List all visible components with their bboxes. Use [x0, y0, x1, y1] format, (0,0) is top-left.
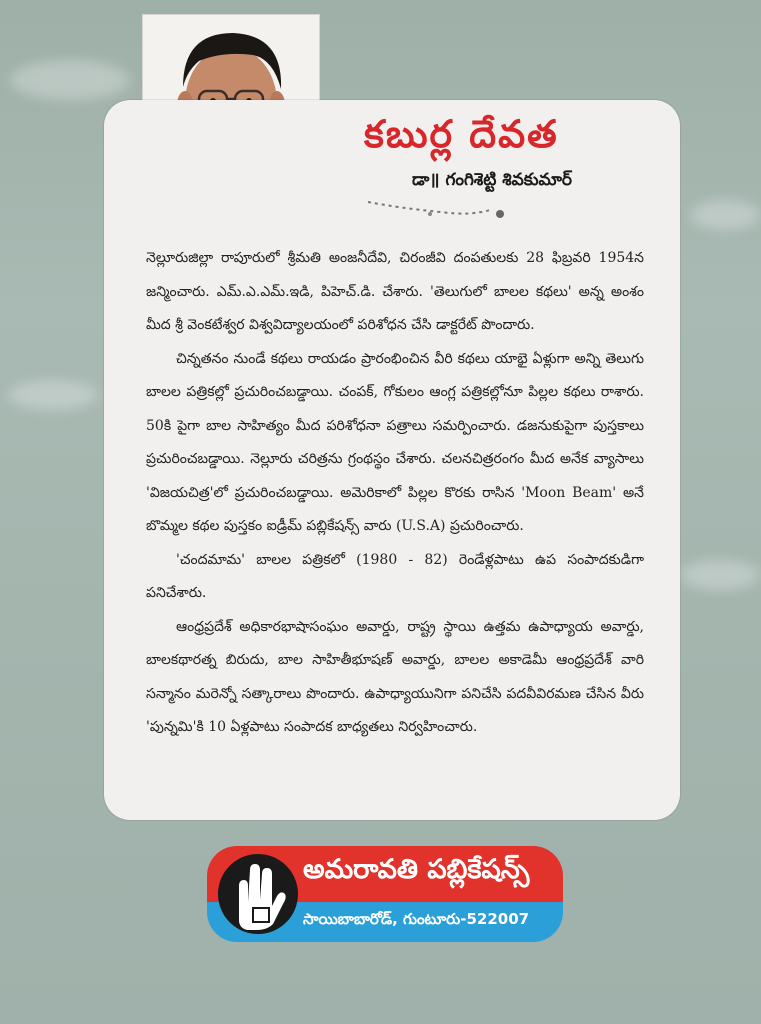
bio-paragraph: నెల్లూరుజిల్లా రాపూరులో శ్రీమతి అంజనీదేవి, చిరంజీవి దంపతులకు 28 ఫిబ్రవరి 1954న జన్మించారు. ఎమ్.ఎ.ఎమ్.ఇడి, పిహెచ్.డి. చేశారు. 'తెలుగులో బాలల కథలు' అన్న అంశం మీద శ్రీ వెంకటేశ్వర విశ్వవిద్యాలయంలో పరిశోధన చేసి డాక్టరేట్ పొందారు.	[146, 250, 644, 333]
background-cloud	[8, 380, 98, 410]
background-cloud	[690, 200, 760, 230]
background-cloud	[10, 60, 130, 100]
bio-paragraph: ఆంధ్రప్రదేశ్ అధికారభాషాసంఘం అవార్డు, రాష్ట్ర స్థాయి ఉత్తమ ఉపాధ్యాయ అవార్డు, బాలకథారత్న బిరుదు, బాల సాహితీభూషణ్ అవార్డు, బాలల అకాడెమీ ఆంధ్రప్రదేశ్ వారి సన్మానం మరెన్నో సత్కారాలు పొందారు. ఉపాధ్యాయునిగా పనిచేసి పదవీవిరమణ చేసిన వీరు 'పున్నమి'కి 10 ఏళ్లపాటు సంపాదక బాధ్యతలు నిర్వహించారు.	[146, 618, 644, 735]
author-biography	[146, 242, 644, 745]
hand-emblem-icon	[217, 850, 299, 938]
publisher-logo	[207, 846, 563, 942]
bio-paragraph: చిన్నతనం నుండే కథలు రాయడం ప్రారంభించిన వీరి కథలు యాభై ఏళ్లుగా అన్ని తెలుగు బాలల పత్రికల్లో ప్రచురించబడ్డాయి. చంపక్, గోకులం ఆంగ్ల పత్రికల్లోనూ పిల్లల కథలు రాశారు. 50కి పైగా బాల సాహిత్యం మీద పరిశోధనా పత్రాలు సమర్పించారు. డజనుకుపైగా పుస్తకాలు ప్రచురించబడ్డాయి. నెల్లూరు చరిత్రను గ్రంథస్థం చేశారు. చలనచిత్రరంగం మీద అనేక వ్యాసాలు 'విజయచిత్ర'లో ప్రచురించబడ్డాయి. అమెరికాలో పిల్లల కొరకు రాసిన 'Moon Beam' అనే బొమ్మల కథల పుస్తకం ఐడ్రీమ్ పబ్లికేషన్స్ వారు (U.S.A) ప్రచురించారు.	[146, 350, 644, 534]
publisher-name: అమరావతి పబ్లికేషన్స్	[303, 854, 530, 885]
background-cloud	[680, 560, 760, 590]
decorative-smudge	[360, 192, 520, 226]
bio-paragraph: 'చందమామ' బాలల పత్రికలో (1980 - 82) రెండేళ్లపాటు ఉప సంపాదకుడిగా పనిచేశారు.	[146, 551, 644, 601]
publisher-address: సాయిబాబారోడ్, గుంటూరు-522007	[303, 910, 530, 928]
book-title: కబుర్ల దేవత	[364, 112, 559, 156]
author-name: డా॥ గంగిశెట్టి శివకుమార్	[412, 170, 572, 190]
